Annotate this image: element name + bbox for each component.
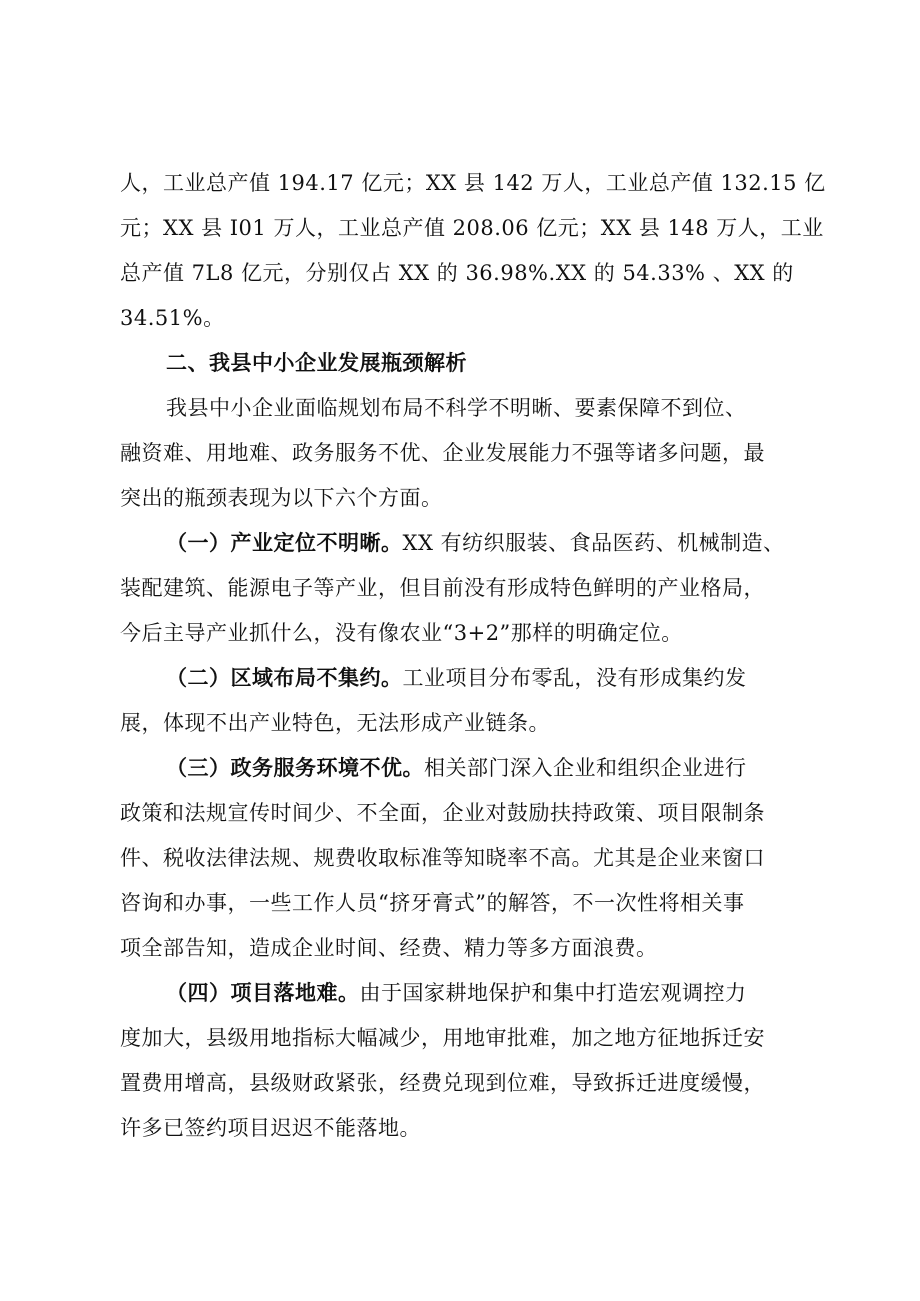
item-title: （一）产业定位不明晰。 (166, 530, 403, 555)
paragraph-line: 人，工业总产值 194.17 亿元；XX 县 142 万人，工业总产值 132.15 亿 (120, 171, 826, 195)
item-text: 相关部门深入企业和组织企业进行 (424, 756, 747, 780)
paragraph-line: 元；XX 县 I01 万人，工业总产值 208.06 亿元；XX 县 148 万人，工业 (120, 216, 824, 240)
paragraph-line: 项全部告知，造成企业时间、经费、精力等多方面浪费。 (120, 936, 658, 960)
item-first-line (166, 528, 785, 558)
paragraph-line: 我县中小企业面临规划布局不科学不明晰、要素保障不到位、 (166, 396, 747, 420)
paragraph-line: 政策和法规宣传时间少、不全面，企业对鼓励扶持政策、项目限制条 (120, 801, 765, 825)
item-text: XX 有纺织服装、食品医药、机械制造、 (402, 531, 785, 555)
item-text: 工业项目分布零乱，没有形成集约发 (402, 666, 747, 690)
paragraph-line: 34.51%。 (120, 306, 225, 330)
item-first-line (166, 753, 747, 783)
section-heading: 二、我县中小企业发展瓶颈解析 (166, 350, 467, 375)
paragraph-line: 许多已签约项目迟迟不能落地。 (120, 1116, 421, 1140)
paragraph-line: 咨询和办事，一些工作人员“挤牙膏式”的解答，不一次性将相关事 (120, 891, 745, 915)
item-first-line (166, 663, 747, 693)
item-title: （三）政务服务环境不优。 (166, 755, 424, 780)
item-title: （二）区域布局不集约。 (166, 665, 403, 690)
item-text: 由于国家耕地保护和集中打造宏观调控力 (359, 981, 747, 1005)
item-first-line (166, 978, 747, 1008)
paragraph-line: 置费用增高，县级财政紧张，经费兑现到位难，导致拆迁进度缓慢， (120, 1071, 765, 1095)
paragraph-line: 展，体现不出产业特色，无法形成产业链条。 (120, 711, 550, 735)
paragraph-line: 度加大，县级用地指标大幅减少，用地审批难，加之地方征地拆迁安 (120, 1026, 765, 1050)
paragraph-line: 总产值 7L8 亿元，分别仅占 XX 的 36.98%.XX 的 54.33% 、XX 的 (120, 261, 794, 285)
paragraph-line: 突出的瓶颈表现为以下六个方面。 (120, 486, 443, 510)
paragraph-line: 件、税收法律法规、规费收取标准等知晓率不高。尤其是企业来窗口 (120, 846, 765, 870)
paragraph-line: 装配建筑、能源电子等产业，但目前没有形成特色鲜明的产业格局， (120, 576, 765, 600)
item-title: （四）项目落地难。 (166, 980, 360, 1005)
paragraph-line: 今后主导产业抓什么，没有像农业“3+2”那样的明确定位。 (120, 621, 683, 645)
paragraph-line: 融资难、用地难、政务服务不优、企业发展能力不强等诸多问题，最 (120, 441, 765, 465)
